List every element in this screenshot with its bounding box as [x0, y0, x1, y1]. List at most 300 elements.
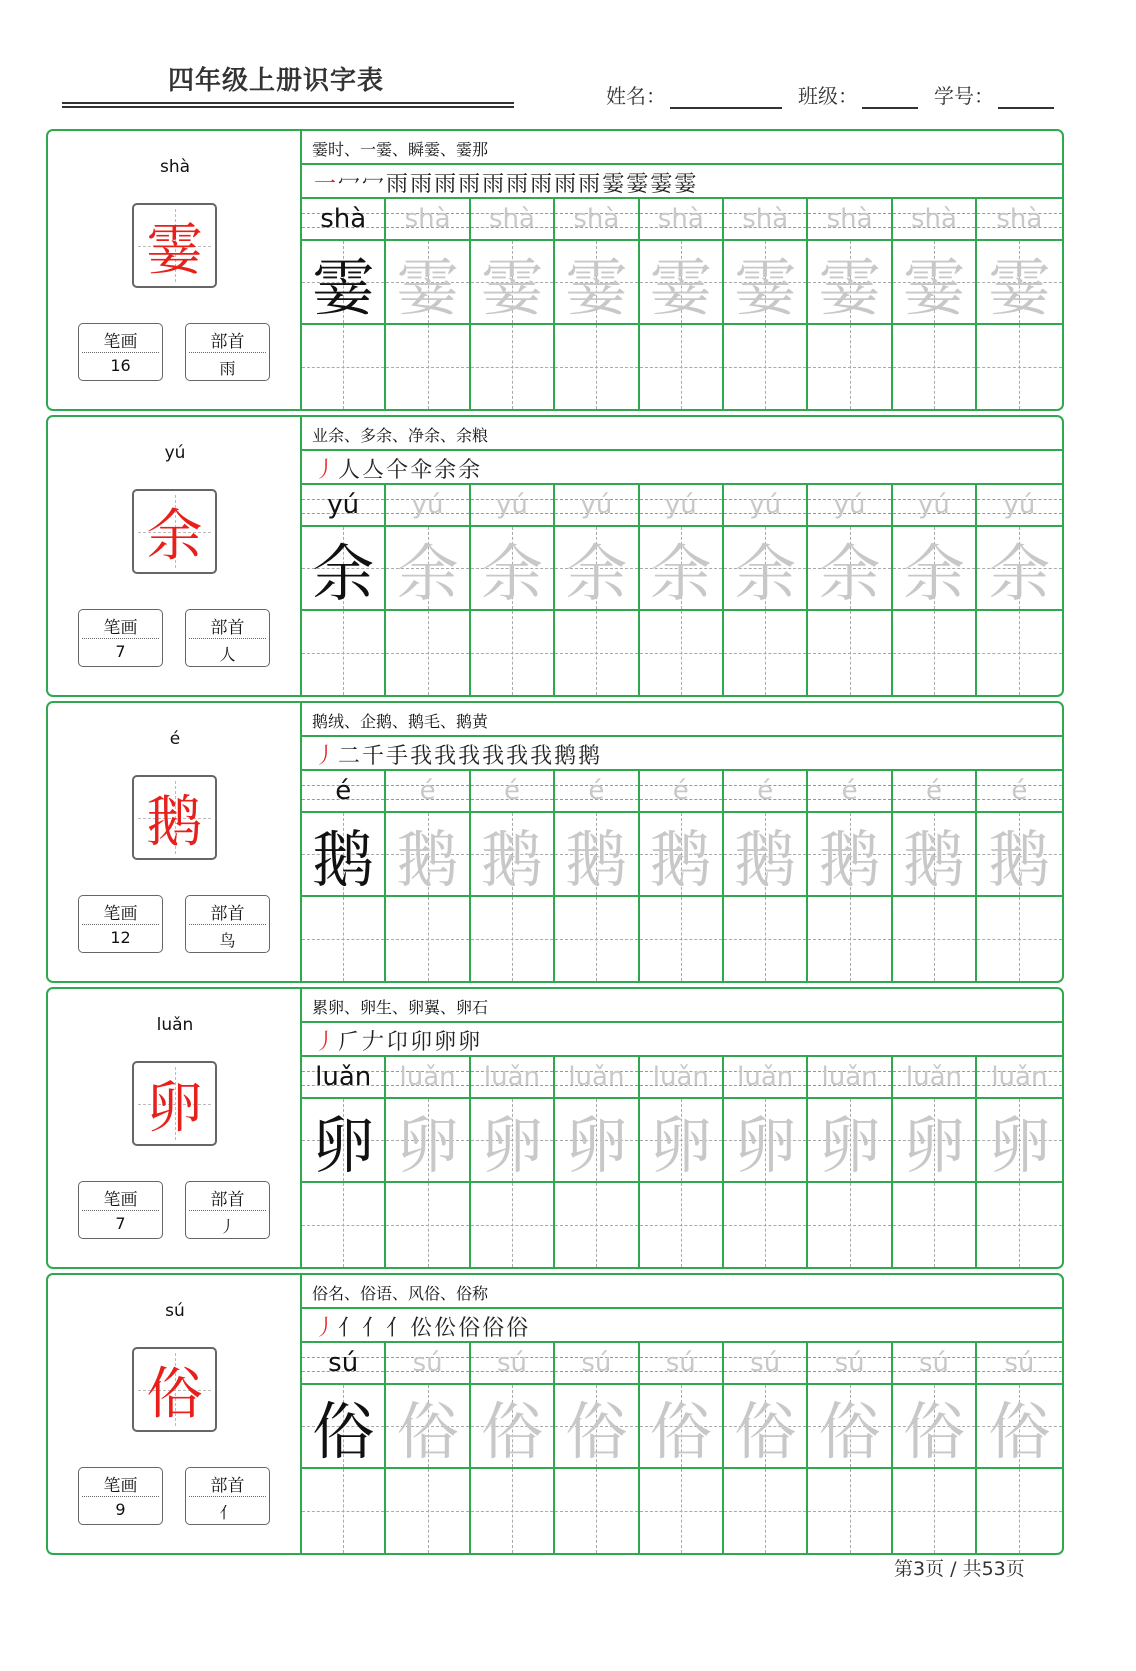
writing-cell[interactable]: [724, 611, 808, 695]
hanzi-cell[interactable]: [808, 1385, 892, 1469]
writing-cell[interactable]: [977, 611, 1061, 695]
stroke-step: 卵: [434, 1030, 459, 1055]
pinyin-cell[interactable]: [893, 485, 977, 527]
hanzi-trace: 鹅: [734, 822, 797, 896]
character-info: [48, 989, 302, 1267]
pinyin-cell[interactable]: [977, 1057, 1061, 1099]
stroke-step: 我: [434, 744, 459, 769]
stroke-step: 雨: [530, 172, 555, 197]
stroke-count-value: 9: [115, 1500, 126, 1519]
hanzi-cell[interactable]: [555, 1099, 639, 1183]
practice-area: [302, 417, 1062, 695]
character-pinyin: shà: [159, 157, 191, 177]
pinyin-trace: shà: [996, 204, 1043, 234]
stroke-step: 雨: [458, 172, 483, 197]
character-info: [48, 417, 302, 695]
hanzi-cell[interactable]: [977, 813, 1061, 897]
hanzi-trace: 鹅: [312, 822, 375, 896]
character-pinyin: sú: [165, 1301, 185, 1321]
stroke-count-box: [78, 323, 163, 381]
hanzi-cell[interactable]: [724, 1099, 808, 1183]
hanzi-trace: 俗: [902, 1394, 965, 1468]
pinyin-trace: luǎn: [737, 1062, 794, 1092]
pinyin-cell[interactable]: [724, 485, 808, 527]
hanzi-cell[interactable]: [977, 1099, 1061, 1183]
pinyin-cell[interactable]: [555, 1343, 639, 1385]
hanzi-cell[interactable]: [808, 241, 892, 325]
tracing-grid: [302, 199, 1062, 409]
hanzi-cell[interactable]: [471, 1385, 555, 1469]
hanzi-trace: 余: [988, 536, 1051, 610]
stroke-step: 一: [314, 172, 339, 197]
writing-cell[interactable]: [555, 325, 639, 409]
hanzi-cell[interactable]: [640, 813, 724, 897]
pinyin-cell[interactable]: [808, 1057, 892, 1099]
stroke-step: 人: [338, 458, 363, 483]
id-field[interactable]: [934, 80, 1054, 109]
stroke-step: 卬: [386, 1030, 411, 1055]
stroke-count-value: 7: [115, 642, 126, 661]
hanzi-trace: 俗: [734, 1394, 797, 1468]
title-underline: [62, 102, 514, 108]
hanzi-cell[interactable]: [555, 1385, 639, 1469]
radical-value: 亻: [219, 1503, 236, 1522]
pinyin-cell[interactable]: [471, 485, 555, 527]
pinyin-trace: sú: [412, 1348, 443, 1378]
hanzi-cell[interactable]: [893, 1099, 977, 1183]
class-label: 班级：: [798, 84, 858, 108]
writing-cell[interactable]: [977, 325, 1061, 409]
hanzi-trace: 卵: [480, 1108, 543, 1182]
pinyin-trace: luǎn: [315, 1062, 372, 1092]
writing-cell[interactable]: [724, 1469, 808, 1553]
hanzi-cell[interactable]: [808, 527, 892, 611]
hanzi-trace: 鹅: [818, 822, 881, 896]
stroke-step: 亻: [386, 1316, 411, 1341]
id-blank[interactable]: [998, 89, 1054, 109]
stroke-step: 冖: [362, 172, 387, 197]
pinyin-trace: sú: [1004, 1348, 1035, 1378]
stroke-step: 手: [386, 744, 411, 769]
stroke-step: 我: [506, 744, 531, 769]
hanzi-cell[interactable]: [640, 1385, 724, 1469]
radical-label: 部首: [210, 618, 245, 638]
hanzi-trace: 俗: [396, 1394, 459, 1468]
radical-value: 丿: [219, 1217, 236, 1236]
pinyin-cell[interactable]: [893, 199, 977, 241]
stroke-step: 霎: [602, 172, 627, 197]
hanzi-cell[interactable]: [471, 527, 555, 611]
radical-box: [185, 323, 270, 381]
pinyin-trace: luǎn: [483, 1062, 541, 1092]
stroke-step: 亼: [362, 458, 387, 483]
character-pinyin: é: [169, 729, 181, 749]
name-blank[interactable]: [670, 89, 782, 109]
hanzi-trace: 霎: [988, 250, 1051, 324]
stroke-step: 雨: [386, 172, 411, 197]
page-number: 第3页 / 共53页: [894, 1558, 1025, 1580]
pinyin-trace: yú: [327, 490, 360, 520]
hanzi-trace: 俗: [818, 1394, 881, 1468]
writing-cell[interactable]: [640, 1469, 724, 1553]
pinyin-trace: luǎn: [821, 1062, 878, 1092]
stroke-step: 丿: [314, 458, 339, 483]
pinyin-cell[interactable]: [386, 199, 470, 241]
writing-cell[interactable]: [977, 897, 1061, 981]
stroke-step: 鹅: [554, 744, 579, 769]
hanzi-cell[interactable]: [893, 813, 977, 897]
writing-cell[interactable]: [808, 1183, 892, 1267]
id-label: 学号：: [934, 84, 994, 108]
writing-cell[interactable]: [893, 611, 977, 695]
pinyin-cell[interactable]: [471, 1057, 555, 1099]
writing-cell[interactable]: [724, 1183, 808, 1267]
character-main: 俗: [146, 1361, 203, 1427]
hanzi-cell[interactable]: [302, 241, 386, 325]
pinyin-trace: yú: [411, 490, 444, 520]
stroke-order-row: [302, 165, 1062, 199]
hanzi-trace: 卵: [565, 1108, 628, 1182]
pinyin-cell[interactable]: [640, 1343, 724, 1385]
character-card: [46, 415, 1064, 697]
pinyin-cell[interactable]: [302, 199, 386, 241]
hanzi-cell[interactable]: [302, 813, 386, 897]
stroke-step: 我: [458, 744, 483, 769]
writing-cell[interactable]: [555, 1469, 639, 1553]
example-words: 俗名、俗语、风俗、俗称: [302, 1275, 1062, 1309]
pinyin-cell[interactable]: [893, 1343, 977, 1385]
pinyin-cell[interactable]: [302, 1343, 386, 1385]
hanzi-cell[interactable]: [302, 1099, 386, 1183]
stroke-step: 雨: [506, 172, 531, 197]
hanzi-cell[interactable]: [386, 241, 470, 325]
stroke-step: 亻: [362, 1316, 387, 1341]
character-box: [132, 1347, 217, 1432]
hanzi-cell[interactable]: [724, 241, 808, 325]
writing-cell[interactable]: [471, 1469, 555, 1553]
stroke-count-label: 笔画: [103, 332, 138, 352]
pinyin-cell[interactable]: [977, 1343, 1061, 1385]
example-words: 霎时、一霎、瞬霎、霎那: [302, 131, 1062, 165]
hanzi-trace: 俗: [649, 1394, 712, 1468]
name-label: 姓名：: [606, 84, 666, 108]
pinyin-cell[interactable]: [555, 199, 639, 241]
stroke-step: 我: [410, 744, 435, 769]
pinyin-cell[interactable]: [386, 485, 470, 527]
pinyin-trace: é: [672, 776, 689, 806]
pinyin-trace: luǎn: [991, 1062, 1048, 1092]
stroke-step: 霎: [626, 172, 651, 197]
writing-cell[interactable]: [302, 611, 386, 695]
character-box: [132, 1061, 217, 1146]
stroke-step: 二: [338, 744, 363, 769]
pinyin-cell[interactable]: [640, 771, 724, 813]
stroke-count-box: [78, 1181, 163, 1239]
hanzi-trace: 俗: [565, 1394, 628, 1468]
stroke-step: 雨: [434, 172, 459, 197]
writing-cell[interactable]: [977, 1469, 1061, 1553]
pinyin-cell[interactable]: [977, 199, 1061, 241]
hanzi-cell[interactable]: [724, 527, 808, 611]
stroke-step: 千: [362, 744, 387, 769]
hanzi-cell[interactable]: [386, 1385, 470, 1469]
pinyin-trace: sú: [328, 1348, 359, 1378]
writing-cell[interactable]: [808, 325, 892, 409]
stroke-count-label: 笔画: [103, 904, 138, 924]
writing-cell[interactable]: [386, 897, 470, 981]
hanzi-cell[interactable]: [640, 527, 724, 611]
writing-cell[interactable]: [893, 1183, 977, 1267]
hanzi-trace: 霎: [396, 250, 459, 324]
hanzi-cell[interactable]: [893, 241, 977, 325]
hanzi-cell[interactable]: [471, 813, 555, 897]
character-box: [132, 489, 217, 574]
stroke-count-value: 12: [110, 928, 131, 947]
hanzi-cell[interactable]: [386, 1099, 470, 1183]
pinyin-cell[interactable]: [471, 771, 555, 813]
stroke-order-row: [302, 451, 1062, 485]
pinyin-trace: é: [1011, 776, 1028, 806]
writing-cell[interactable]: [640, 325, 724, 409]
stroke-step: 冖: [338, 172, 363, 197]
writing-cell[interactable]: [471, 897, 555, 981]
hanzi-trace: 俗: [480, 1394, 543, 1468]
pinyin-trace: shà: [404, 204, 451, 234]
pinyin-cell[interactable]: [808, 485, 892, 527]
writing-cell[interactable]: [302, 325, 386, 409]
writing-cell[interactable]: [808, 611, 892, 695]
class-blank[interactable]: [862, 89, 918, 109]
radical-box: [185, 1181, 270, 1239]
hanzi-trace: 卵: [396, 1108, 459, 1182]
pinyin-cell[interactable]: [640, 199, 724, 241]
stroke-step: 𠂇: [362, 1030, 387, 1055]
practice-area: [302, 703, 1062, 981]
character-card: [46, 987, 1064, 1269]
hanzi-cell[interactable]: [977, 241, 1061, 325]
class-field[interactable]: [798, 80, 918, 109]
hanzi-cell[interactable]: [555, 813, 639, 897]
radical-label: 部首: [210, 1190, 245, 1210]
hanzi-cell[interactable]: [808, 1099, 892, 1183]
hanzi-trace: 卵: [902, 1108, 965, 1182]
pinyin-cell[interactable]: [724, 199, 808, 241]
character-info: [48, 1275, 302, 1553]
stroke-step: 雨: [410, 172, 435, 197]
pinyin-cell[interactable]: [640, 1057, 724, 1099]
stroke-count-label: 笔画: [103, 1476, 138, 1496]
character-card: [46, 701, 1064, 983]
stroke-count-box: [78, 1467, 163, 1525]
stroke-step: 卯: [410, 1030, 435, 1055]
stroke-count-box: [78, 895, 163, 953]
writing-cell[interactable]: [640, 897, 724, 981]
writing-cell[interactable]: [555, 1183, 639, 1267]
pinyin-trace: yú: [580, 490, 613, 520]
hanzi-trace: 霎: [734, 250, 797, 324]
hanzi-trace: 余: [396, 536, 459, 610]
pinyin-cell[interactable]: [471, 199, 555, 241]
writing-cell[interactable]: [640, 1183, 724, 1267]
hanzi-cell[interactable]: [977, 527, 1061, 611]
pinyin-cell[interactable]: [808, 199, 892, 241]
pinyin-cell[interactable]: [386, 771, 470, 813]
pinyin-cell[interactable]: [724, 771, 808, 813]
stroke-step: 我: [530, 744, 555, 769]
hanzi-trace: 余: [734, 536, 797, 610]
hanzi-trace: 霎: [902, 250, 965, 324]
hanzi-trace: 卵: [312, 1108, 375, 1182]
radical-box: [185, 1467, 270, 1525]
name-field[interactable]: [606, 80, 782, 109]
pinyin-trace: é: [841, 776, 858, 806]
pinyin-cell[interactable]: [977, 485, 1061, 527]
pinyin-trace: shà: [742, 204, 789, 234]
hanzi-trace: 霎: [480, 250, 543, 324]
hanzi-cell[interactable]: [471, 1099, 555, 1183]
pinyin-cell[interactable]: [555, 771, 639, 813]
pinyin-trace: yú: [1003, 490, 1036, 520]
hanzi-cell[interactable]: [724, 1385, 808, 1469]
writing-cell[interactable]: [977, 1183, 1061, 1267]
pinyin-cell[interactable]: [977, 771, 1061, 813]
radical-box: [185, 895, 270, 953]
tracing-grid: [302, 1343, 1062, 1553]
stroke-step: 伀: [434, 1316, 459, 1341]
stroke-order-row: [302, 1023, 1062, 1057]
pinyin-cell[interactable]: [555, 1057, 639, 1099]
writing-cell[interactable]: [302, 897, 386, 981]
pinyin-trace: é: [335, 776, 352, 806]
pinyin-trace: luǎn: [399, 1062, 456, 1092]
writing-cell[interactable]: [386, 1469, 470, 1553]
tracing-grid: [302, 1057, 1062, 1267]
hanzi-cell[interactable]: [640, 1099, 724, 1183]
hanzi-trace: 卵: [988, 1108, 1051, 1182]
hanzi-cell[interactable]: [386, 813, 470, 897]
character-main: 霎: [146, 217, 203, 283]
stroke-step: 伀: [410, 1316, 435, 1341]
writing-cell[interactable]: [471, 611, 555, 695]
stroke-step: 雨: [482, 172, 507, 197]
writing-cell[interactable]: [640, 611, 724, 695]
hanzi-trace: 鹅: [480, 822, 543, 896]
writing-cell[interactable]: [386, 325, 470, 409]
writing-cell[interactable]: [893, 1469, 977, 1553]
writing-cell[interactable]: [386, 1183, 470, 1267]
hanzi-cell[interactable]: [555, 527, 639, 611]
hanzi-cell[interactable]: [471, 241, 555, 325]
example-words: 累卵、卵生、卵翼、卵石: [302, 989, 1062, 1023]
hanzi-cell[interactable]: [555, 241, 639, 325]
hanzi-trace: 鹅: [988, 822, 1051, 896]
writing-cell[interactable]: [724, 897, 808, 981]
pinyin-trace: é: [757, 776, 774, 806]
writing-cell[interactable]: [893, 325, 977, 409]
pinyin-cell[interactable]: [808, 771, 892, 813]
character-card: [46, 129, 1064, 411]
pinyin-trace: shà: [826, 204, 873, 234]
pinyin-trace: shà: [657, 204, 704, 234]
radical-value: 鸟: [219, 931, 236, 950]
pinyin-cell[interactable]: [808, 1343, 892, 1385]
hanzi-trace: 卵: [734, 1108, 797, 1182]
hanzi-cell[interactable]: [302, 1385, 386, 1469]
hanzi-cell[interactable]: [808, 813, 892, 897]
hanzi-cell[interactable]: [893, 1385, 977, 1469]
pinyin-cell[interactable]: [640, 485, 724, 527]
stroke-step: 亻: [338, 1316, 363, 1341]
pinyin-cell[interactable]: [302, 771, 386, 813]
stroke-count-label: 笔画: [103, 1190, 138, 1210]
pinyin-trace: shà: [911, 204, 957, 234]
pinyin-trace: luǎn: [905, 1062, 963, 1092]
pinyin-cell[interactable]: [302, 1057, 386, 1099]
hanzi-trace: 余: [902, 536, 965, 610]
hanzi-cell[interactable]: [302, 527, 386, 611]
pinyin-trace: yú: [749, 490, 782, 520]
pinyin-cell[interactable]: [555, 485, 639, 527]
writing-cell[interactable]: [302, 1183, 386, 1267]
radical-box: [185, 609, 270, 667]
pinyin-cell[interactable]: [386, 1343, 470, 1385]
writing-cell[interactable]: [471, 1183, 555, 1267]
writing-cell[interactable]: [724, 325, 808, 409]
stroke-count-value: 16: [110, 356, 131, 375]
pinyin-cell[interactable]: [724, 1057, 808, 1099]
pinyin-trace: sú: [581, 1348, 612, 1378]
stroke-step: 丿: [314, 744, 339, 769]
pinyin-trace: luǎn: [652, 1062, 709, 1092]
stroke-step: 霎: [674, 172, 699, 197]
character-pinyin: luǎn: [156, 1015, 194, 1035]
writing-cell[interactable]: [555, 611, 639, 695]
pinyin-cell[interactable]: [724, 1343, 808, 1385]
hanzi-cell[interactable]: [893, 527, 977, 611]
writing-cell[interactable]: [808, 897, 892, 981]
character-main: 鹅: [146, 789, 203, 855]
example-words: 业余、多余、净余、余粮: [302, 417, 1062, 451]
stroke-step: 雨: [578, 172, 603, 197]
writing-cell[interactable]: [302, 1469, 386, 1553]
pinyin-cell[interactable]: [302, 485, 386, 527]
pinyin-trace: é: [588, 776, 605, 806]
radical-value: 人: [219, 645, 236, 664]
pinyin-cell[interactable]: [386, 1057, 470, 1099]
writing-cell[interactable]: [555, 897, 639, 981]
stroke-order-row: [302, 1309, 1062, 1343]
pinyin-trace: sú: [496, 1348, 527, 1378]
pinyin-cell[interactable]: [893, 1057, 977, 1099]
pinyin-cell[interactable]: [471, 1343, 555, 1385]
hanzi-cell[interactable]: [386, 527, 470, 611]
hanzi-cell[interactable]: [640, 241, 724, 325]
hanzi-trace: 鹅: [565, 822, 628, 896]
hanzi-cell[interactable]: [724, 813, 808, 897]
character-info: [48, 131, 302, 409]
pinyin-cell[interactable]: [893, 771, 977, 813]
hanzi-cell[interactable]: [977, 1385, 1061, 1469]
writing-cell[interactable]: [893, 897, 977, 981]
writing-cell[interactable]: [386, 611, 470, 695]
tracing-grid: [302, 771, 1062, 981]
pinyin-trace: yú: [496, 490, 528, 520]
radical-label: 部首: [210, 332, 245, 352]
pinyin-trace: yú: [833, 490, 866, 520]
writing-cell[interactable]: [471, 325, 555, 409]
writing-cell[interactable]: [808, 1469, 892, 1553]
radical-label: 部首: [210, 1476, 245, 1496]
